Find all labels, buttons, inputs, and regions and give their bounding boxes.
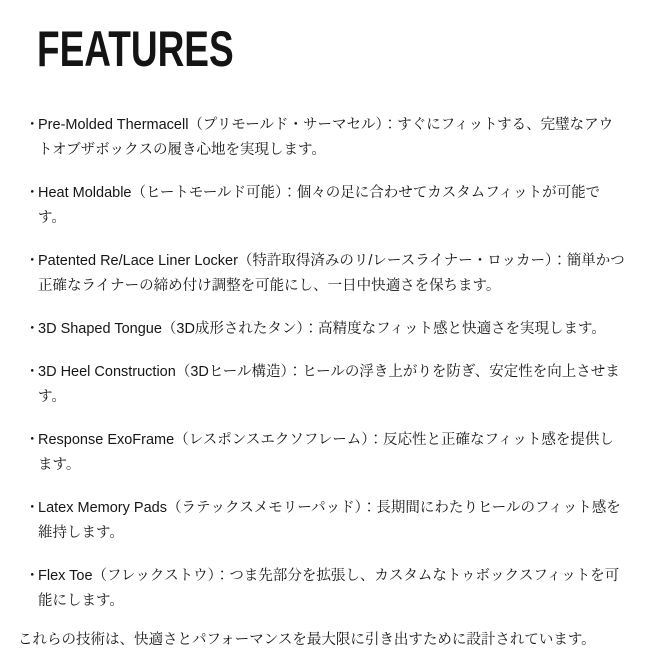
bullet-icon: ・ — [25, 432, 40, 448]
feature-text: Latex Memory Pads（ラテックスメモリーパッド）：長期間にわたりヒールのフィット感を維持します。 — [38, 500, 621, 541]
bullet-icon: ・ — [25, 500, 40, 516]
feature-text: 3D Heel Construction（3Dヒール構造）：ヒールの浮き上がりを防ぎ、安定性を向上させます。 — [38, 364, 620, 405]
feature-text: Heat Moldable（ヒートモールド可能）：個々の足に合わせてカスタムフィットが可能です。 — [38, 185, 601, 226]
bullet-icon: ・ — [25, 321, 40, 337]
feature-text: Pre-Molded Thermacell（プリモールド・サーマセル）：すぐにフィットする、完璧なアウトオブザボックスの履き心地を実現します。 — [38, 117, 614, 158]
bullet-icon: ・ — [25, 253, 40, 269]
summary-text: これらの技術は、快適さとパフォーマンスを最大限に引き出すために設計されています。 — [18, 632, 596, 648]
feature-text: Flex Toe（フレックストウ）：つま先部分を拡張し、カスタムなトゥボックスフィットを可能にします。 — [38, 568, 620, 609]
feature-item — [27, 113, 626, 163]
feature-item — [27, 317, 626, 342]
bullet-icon: ・ — [25, 568, 40, 584]
feature-item — [27, 496, 626, 546]
feature-item — [27, 360, 626, 410]
bullet-icon: ・ — [25, 185, 40, 201]
feature-item — [27, 249, 626, 299]
bullet-icon: ・ — [25, 117, 40, 133]
feature-text: Response ExoFrame（レスポンスエクソフレーム）：反応性と正確なフィット感を提供します。 — [38, 432, 614, 473]
feature-list — [0, 113, 650, 614]
feature-item — [27, 428, 626, 478]
feature-item — [27, 181, 626, 231]
feature-text: 3D Shaped Tongue（3D成形されたタン）：高精度なフィット感と快適さを実現します。 — [38, 321, 606, 337]
feature-item — [27, 564, 626, 614]
feature-text: Patented Re/Lace Liner Locker（特許取得済みのリ/レースライナー・ロッカー）：簡単かつ正確なライナーの締め付け調整を可能にし、一日中快適さを保ちます。 — [38, 253, 625, 294]
page-title: FEATURES — [37, 21, 234, 77]
bullet-icon: ・ — [25, 364, 40, 380]
